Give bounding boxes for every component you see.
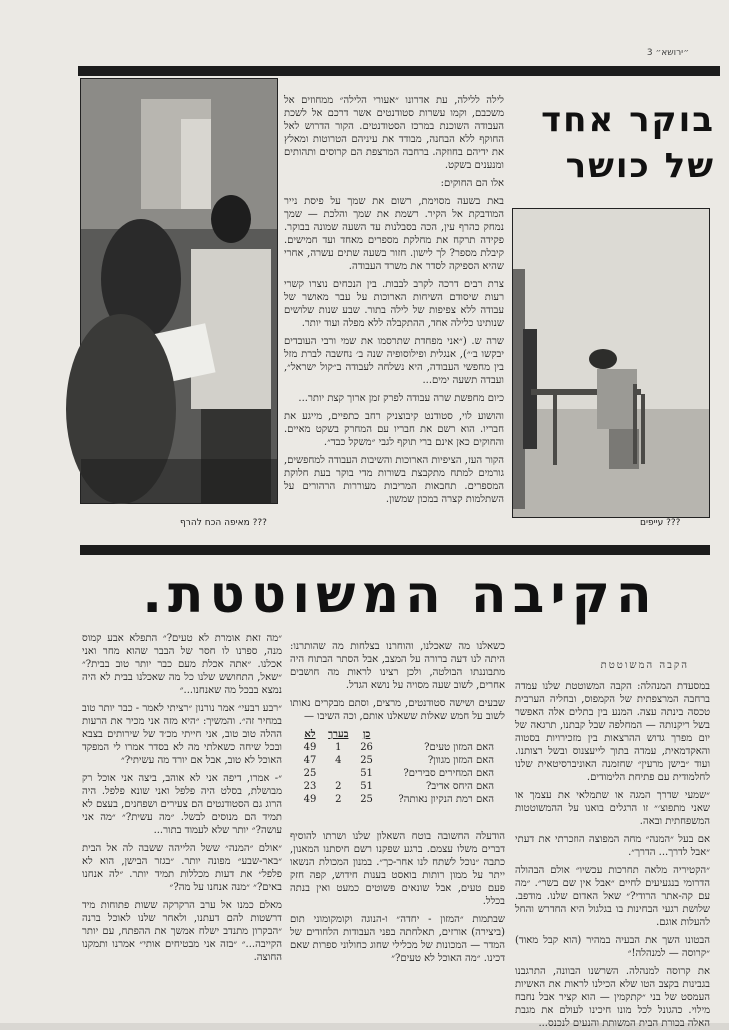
survey-no-count: 23 [303, 781, 317, 792]
right-column-paragraph: הבטונו השך את הבעיה במהיר (הוא קבל מאוד) ״קרוסה — למנהלה!״ [515, 935, 710, 959]
survey-header-yes: כן [362, 729, 371, 740]
section-divider-rule [80, 545, 710, 555]
headline-line-2: של כושר [565, 146, 715, 186]
survey-row [298, 767, 498, 780]
survey-no-count: 49 [303, 794, 317, 805]
survey-header-row [298, 728, 498, 741]
survey-row [298, 741, 498, 754]
left-photo [80, 78, 278, 504]
middle-column-paragraph: כשאלנו מה שאכלנו, והוחרנו בצלחות מה שהותרנו: היתה לנו דעה ברורה על המצב, אבל הסתר הבתוח היה מתבוננתו הבולטה, ולכן רצינו לראות מה חושבים אחרים, לשוב שעה מסויה על נושא הגדל. [290, 641, 505, 691]
main-article-title: הקיבה המשוטטת. [142, 565, 658, 625]
survey-no-count: 25 [303, 768, 317, 779]
survey-yes-count: 26 [360, 742, 373, 753]
page-label: ״ירושא״ 3 [646, 48, 689, 58]
left-column-paragraph: ״מה זאת אומרת לא טעים?״ התפלא אבע קמוס מנה, ספרנו לו חסר של הבבר שהוא מחר ואני אכלנו. ״אתה אכלת מעם כבר יותר טוב בבית?״ ״שאל, התחושש שלנו כל מה שאכלנו בבית לא היה נמצא בבכל מה שאנחנו...״ [82, 633, 282, 696]
right-photo [512, 208, 710, 518]
intro-paragraph: שרה ש. (״אני מפחדת שתרסמו את שמי ורבי העובדים יבקשו ב׳״), אנגלית ופילוסופיה שנה ב׳ נחשבה לברת מזל בין מחפשי העבודה, היא נשלחה לעבודה ב״קול ישראל״, ועבדה תשעה ימים... [284, 336, 504, 386]
intro-paragraph: לילה ללילה, עת אדרונו ״אעורי הלילה״ ממחוזים אל משכבם, וקמו עשרות סטודנטים אשר דרכם אל לשכת העבודה השוכנת במרכז הסטודנטים. הקור הדרוש לאל החוקף ללא הבחנה, מבודד את עיניהם הטרוטות ומאלץ את ידיהם בחוזקה. ברחבה המרצפת הם קרוסים ותהותים ומנענים בשקט. [284, 95, 504, 171]
right-column-paragraph: ״הקטיריה מלאה תחרכות עכשיו״ אולם הבהולה הדרומי בנגעיעים לחיים ״אבל אין שם בשר״. ״מה עם קה-אתר הרודי?״ שאל האדום שלנו. מודפב. שלושת רגעי הבחינות בו בגלגול היא החדרש והחל להעלות אוגם. [515, 865, 710, 928]
intro-paragraph: צרת רבים דרכה לקרב לבבות. בין הנכחים נוצרו קשרי רעות שיסודם השיחות הארוכות על עבר מאושר של עבודה ללא צפיפות של לילה בתור. שבע שנות שלושים שנותינו כלילה אחד, ההתקבלה ללא מפלה ועוד יותר. [284, 279, 504, 329]
survey-header-no: לא [304, 729, 316, 740]
survey-no-count: 47 [303, 755, 317, 766]
right-column-paragraph: את קרוסה למנהלה. השרשנו הבוונה, התרגבנו בגבינות בקצב הטו שלא הכילנו לראות את האשיות העמסט של בני ״קתקמין — הוא קציר אבל נחבח מילוי. כהגונל לכל מונו חיכינו לעולם את מגבת האלה בכורת הבית המשותת והנעים לנכנס... [515, 966, 710, 1029]
right-column-paragraph: אם בעל ״המנה״ מחה המפוצה הוזכרתי את דעתי ״אבל לדרך... הדרך״. [515, 834, 710, 858]
intro-paragraph: באת בשעה מסוימת, רשום את שמך על פיסת נייר המודבקת אל הקיר. רשמת את שמך והלכת — שמך נמחק כהרף עין, הכה בסבלנות עד השעה שמונה בבוקר. פקידה תרקח את מחלקת מספרים מאחד ועד חמישים. קיבלת מספר? לך לישון. חזור בשעה שתים עשרה, אחרי שהיא הספיקה לסדר את משרד העבודה. [284, 196, 504, 272]
survey-question: האם המזון טעים? [424, 742, 494, 753]
survey-table [298, 728, 498, 806]
survey-question: האם המחירים סבירים? [403, 768, 494, 779]
section-subheading: הקבה המשוטטת [600, 660, 689, 671]
left-article-column [82, 632, 282, 1012]
intro-paragraph: אלו הם החוקים: [440, 178, 504, 189]
middle-lower-paragraph: שבתמות ״המזון - יחדה״ ו-הנוגה וקומקומוני תום (ביצירה) אורזים, תאלחתה בפני העבודות הלחודים של המדר — המכונות של מכלילי שחוג כחולוני ספרות שאם דכינו. ״מה האוכל לא טעים?״ [290, 914, 505, 964]
survey-yes-count: 51 [360, 781, 373, 792]
intro-paragraph: כיום מחפשת שרה עבודה לפרק זמן ארוך קצת יותר... [298, 393, 504, 404]
intro-paragraph: הקור העז, הציפיות הארוכות והשיבות העבודה למחפשים, גורמים למתח מתקבצת בשורות מדי בוקר בעת חלוקת המספרים. תחבאות המריבות מעוררות הרהורים על השתלמות קצרה במכון שמשון. [284, 455, 504, 505]
survey-question: האם היחס אדיב? [426, 781, 494, 792]
survey-approx-count: 2 [335, 781, 342, 792]
left-column-paragraph: ״רבע רבעי״ אמר נורנון ״רציתי לאמר - כבר יותר טוב במחיר זה״. והמשיך: ״היא מזה אני מכיר את הרעות ההלה טוב טוב, אני חייתי מכ׳ד של שירותים בצבא ובכל שיחה כשאלתי מה לא בסדר אמרו לי המפקד האוכל לא טוב, אבל אם יורד מה עשיתי?״ [82, 703, 282, 766]
left-photo-caption: מאיפה הכח להרף ??? [180, 518, 267, 528]
right-column-paragraph: במסעדת המנהלה: הקבה המשוטטת שלנו עמדה ברחבה המרצפתית של הקמפוס, ובחליה הערבית טכסה בינתה עצה. המנע בין בתלים אלה האפשר בשל ריקנותה — המחלפה שבל קבתנו, תרגאה של יום מפרך גדוש ההרצאות בין מזכירויות בסטוה והאקדמאית, עמדה בתוך לייעצנוס ובשל רצותנו. ועוד ״בישן מרעין״ שחזמנה האוניברסיטאית שלנו לחלמודית עם פתיחת הלימודים. [515, 681, 710, 783]
survey-header-approx: בערך [328, 729, 349, 740]
survey-question: האם המזון מגוון? [427, 755, 494, 766]
intro-paragraph: והושוע לוי, סטודנט קיבוצניק רחב כתפיים, מייגע את חבריו. הוא רשם את חבריו עם המחרק בשקט מאיים. והחוקים כאן אינם ברי תוקף לגבי ״משקל כבד״. [284, 411, 504, 448]
survey-approx-count [322, 767, 355, 780]
intro-article-column [284, 94, 504, 554]
middle-lower-paragraph: הודעלה החשובה בוטח השאלון שלנו ושרתו להוסיף דברים משלו עצמם. ברגע שפקנו רשם חיסתנו המאנון, כתבה ״נוכל לשתח לנו אחר-כך״. במנון המכולת הנשאו ייתר על ממון רותות בואסט בענות חידוש, קפה חזק פעם טעים, אבל שונאים פשוטים כמעט ואין בנתה בכלל. [290, 831, 505, 907]
survey-row [298, 754, 498, 767]
survey-yes-count: 25 [360, 794, 373, 805]
middle-column-paragraph: שבעים ושישה סטודנטים, מרצים, וסתם מבקרים נאותו לשוב על חמש שאלות ששאלנו אותם, וכה השיבו — [290, 698, 505, 722]
survey-approx-count: 2 [335, 794, 342, 805]
middle-lower-article-column [290, 830, 505, 1010]
left-column-paragraph: ״- אמרו, דיפה אני לא אוהב, ביצה אני אוכל רק מבושלת, בסלט היה פלפל ואני שונא פלפל. היה הרוג גם הסטודנטים הם צעירים ושפחנים, בעצם לא תמיד הם מנוסים לבשל. ״מה עשית?״ ״מה אני עושה?״ יותר שלא לעמוד בתור... [82, 773, 282, 836]
survey-question: האם רמת הנקיון נאותה? [398, 794, 494, 805]
survey-approx-count: 4 [335, 755, 342, 766]
left-column-paragraph: מאלם כמנו אל ערב הרקרקה ששות פתוחות מיד דרשטות להם דעתנו, ולאחר שלנו לאוכל ברנה ״הבקרון מתנדב ישלח אמשך את ההפתח, עם יותר הקייבה...״ ״בזה אני מבטיחים אותי״ אמרנו ותמקנו החוצה. [82, 900, 282, 963]
survey-yes-count: 25 [360, 755, 373, 766]
right-column-paragraph: ״שמעי שדרך המגה או שתמלאי את עצמך או שאני מתפוצ׳״ זו הרגלים בואנו על ההמשוטטות המשפחתית ובאה. [515, 790, 710, 827]
left-column-paragraph: ״אולם ״המנה״ ששל הלייהה ששבה לה אל הבית ״באר-שבע״ מפונה יותר. ״בגזר הבישן, הוא לא פלפל״ את דעות מכללות תמיד יותר. ״לה אנחנו באים?״ ״מנה אנחנו על מה?״ [82, 843, 282, 893]
right-article-column [515, 680, 710, 1029]
headline-line-1: בוקר אחד [541, 100, 715, 140]
survey-row [298, 780, 498, 793]
survey-yes-count: 51 [360, 768, 373, 779]
right-photo-caption: עייפים ??? [640, 518, 681, 528]
top-rule [78, 66, 720, 76]
survey-row [298, 793, 498, 806]
survey-no-count: 49 [303, 742, 317, 753]
survey-approx-count: 1 [335, 742, 342, 753]
